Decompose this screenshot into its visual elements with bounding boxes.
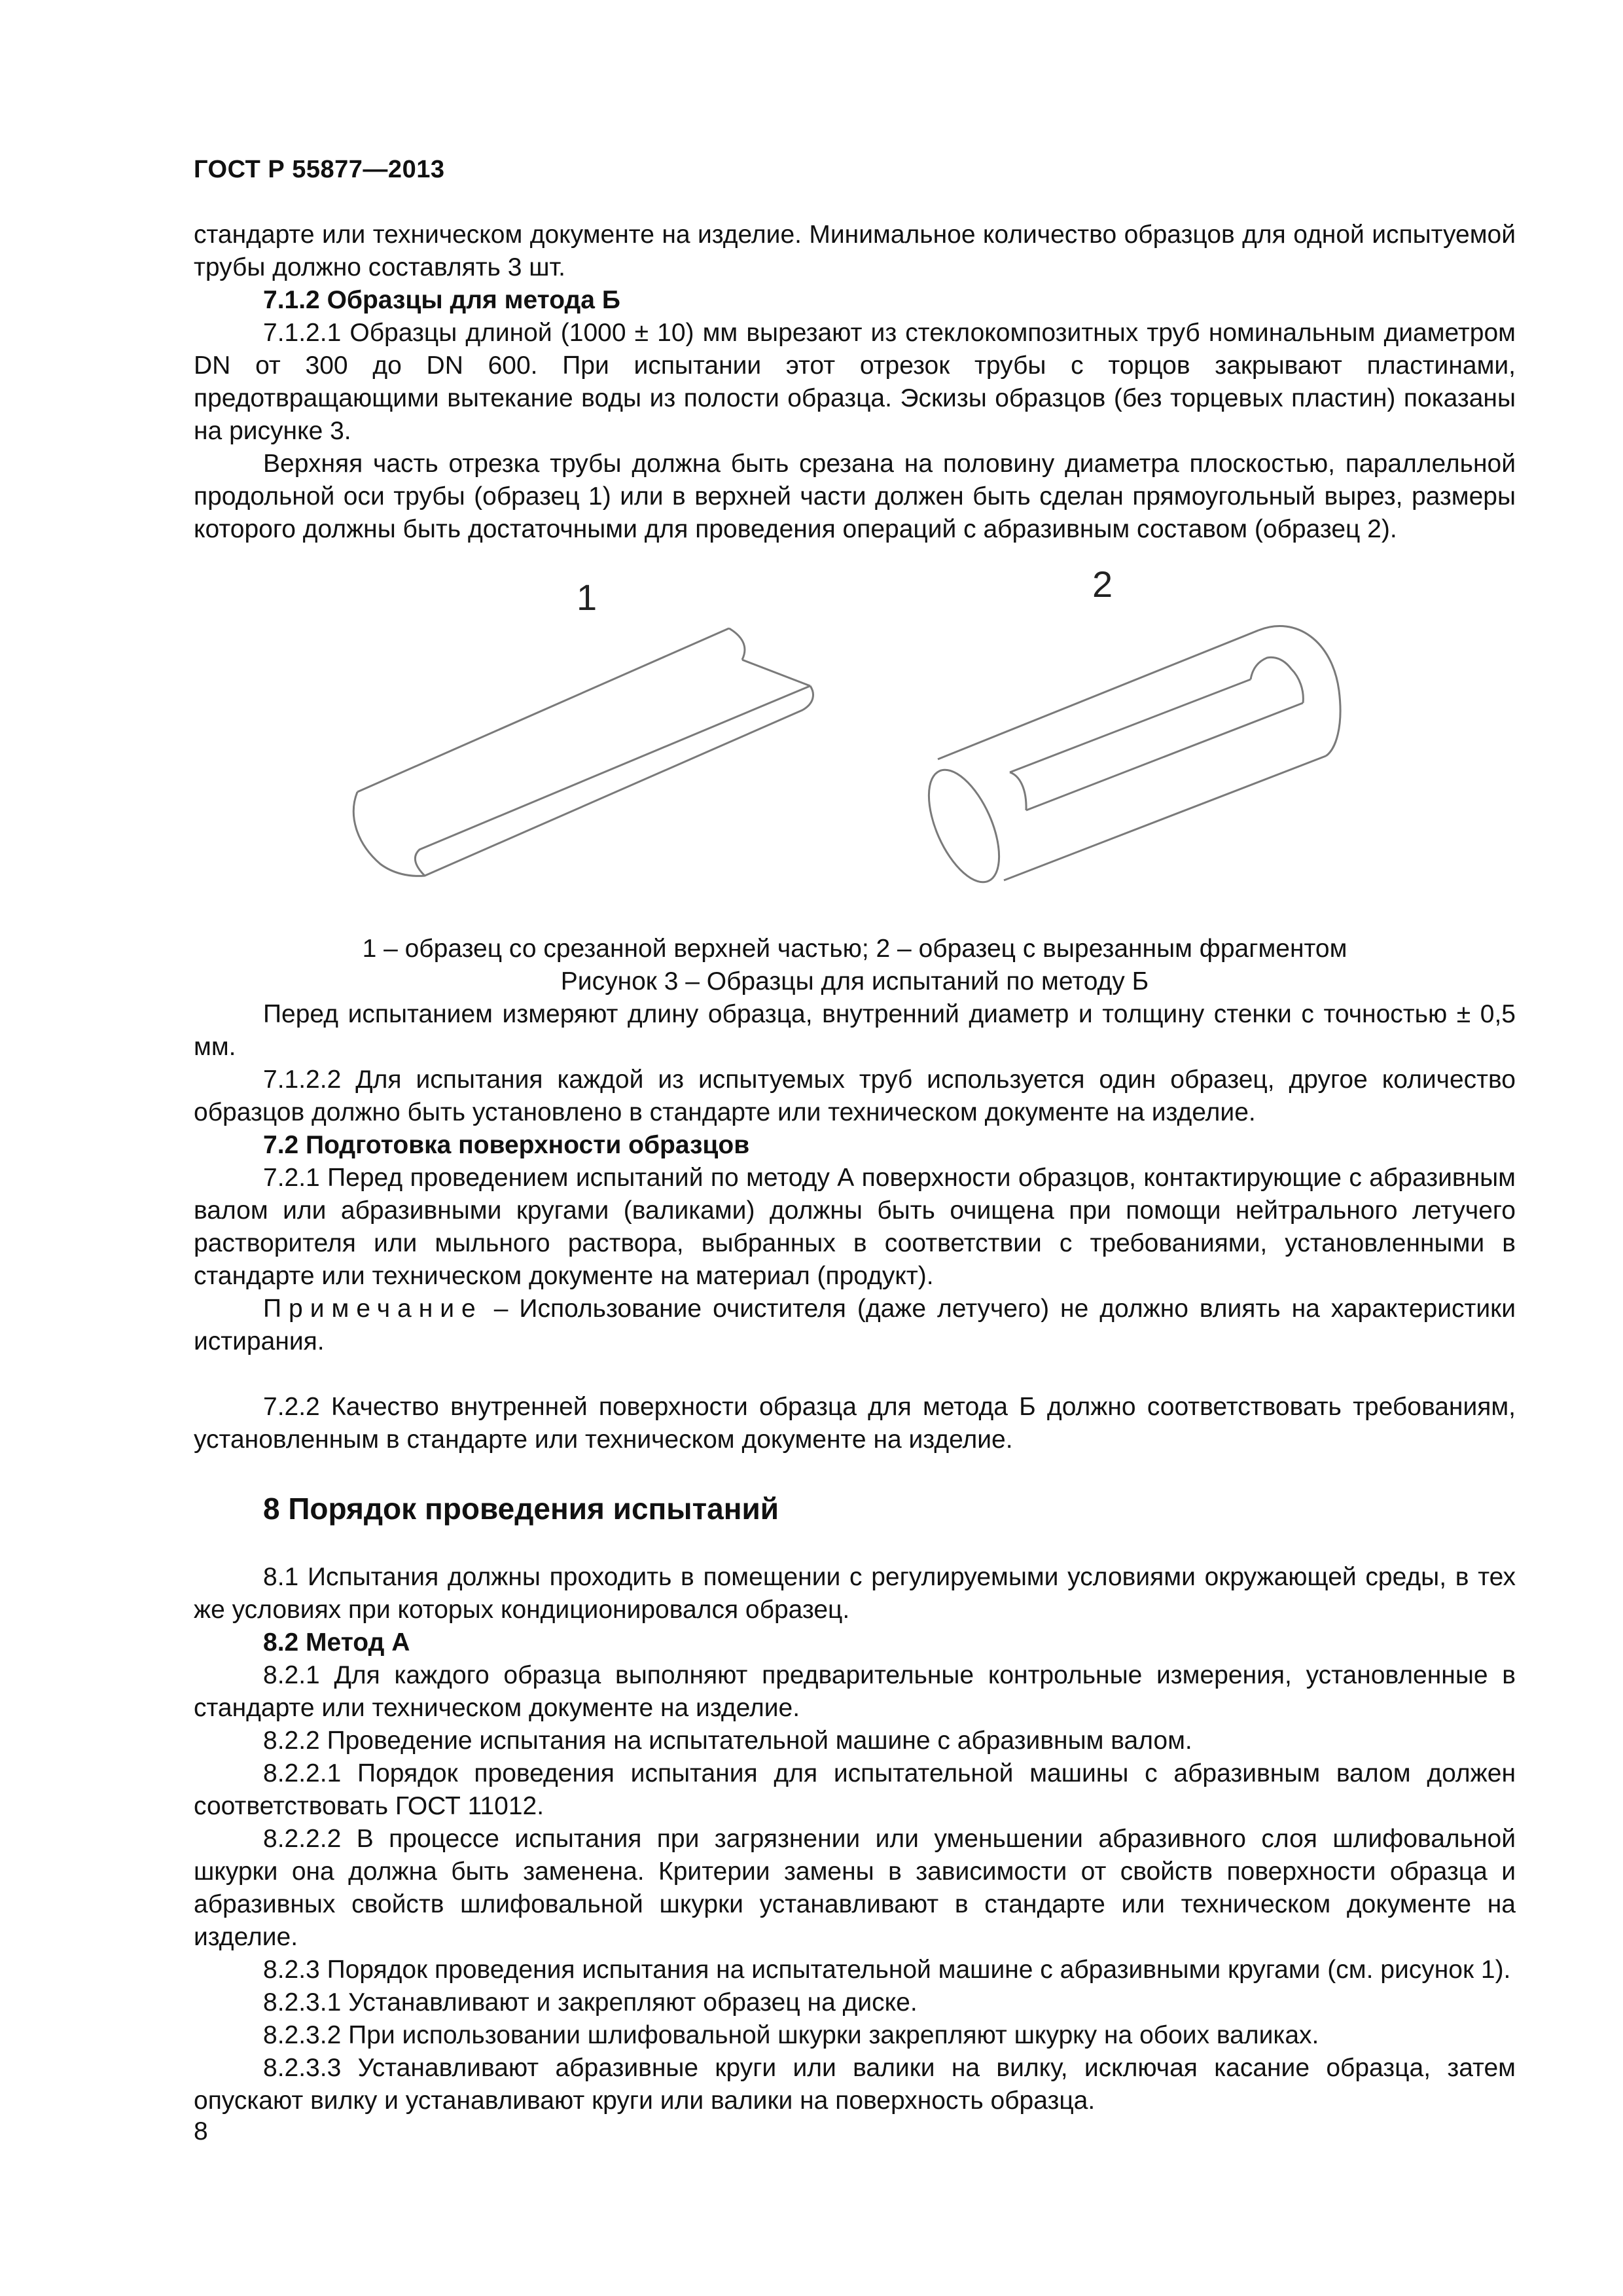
paragraph: 8.2.2.1 Порядок проведения испытания для испытательной машины с абразивным валом должен соответствовать ГОСТ 11012. — [194, 1759, 1516, 1820]
paragraph-spacer — [194, 1358, 1516, 1391]
paragraph: 8.2.1 Для каждого образца выполняют предварительные контрольные измерения, установленные в стандарте или техническом документе на изделие. — [194, 1661, 1516, 1722]
paragraph: 8.2.3.2 При использовании шлифовальной шкурки закрепляют шкурку на обоих валиках. — [263, 2021, 1319, 2049]
paragraph: 7.2.2 Качество внутренней поверхности образца для метода Б должно соответствовать требованиям, установленным в стандарте или техническом документе на изделие. — [194, 1393, 1516, 1454]
figure-caption: Рисунок 3 – Образцы для испытаний по методу Б — [560, 967, 1149, 996]
subsection-heading: 7.1.2 Образцы для метода Б — [263, 286, 620, 314]
paragraph: 7.2.1 Перед проведением испытаний по методу А поверхности образцов, контактирующие с абразивным валом или абразивными кругами (валиками) должны быть очищена при помощи нейтрального летучего растворителя или мыльного раствора, выбранных в соответствии с требованиями, установленными в стандарте или техническом документе на материал (продукт). — [194, 1164, 1516, 1290]
cut-out-pipe-sample-drawing — [914, 626, 1340, 893]
figure-3 — [194, 563, 1516, 929]
paragraph: 8.2.2 Проведение испытания на испытательной машине с абразивным валом. — [263, 1727, 1192, 1755]
half-pipe-sample-drawing — [353, 628, 813, 876]
subsection-heading: 8.2 Метод А — [263, 1628, 410, 1657]
figure-label-1: 1 — [577, 577, 597, 618]
figure-drawing — [194, 563, 1516, 929]
document-header: ГОСТ Р 55877—2013 — [194, 156, 445, 183]
note-label: Примечание — [263, 1295, 483, 1323]
paragraph-spacer — [194, 1456, 1516, 1489]
paragraph: 7.1.2.2 Для испытания каждой из испытуемых труб используется один образец, другое количество образцов должно быть установлено в стандарте или техническом документе на изделие. — [194, 1066, 1516, 1126]
paragraph-spacer — [194, 1528, 1516, 1561]
paragraph: 8.2.2.2 В процессе испытания при загрязнении или уменьшении абразивного слоя шлифовальной шкурки она должна быть заменена. Критерии замены в зависимости от свойств поверхности образца и абразивных свойств шлифовальной шкурки устанавливают в стандарте или техническом документе на изделие. — [194, 1825, 1516, 1951]
page-number: 8 — [194, 2117, 208, 2145]
section-heading: 8 Порядок проведения испытаний — [263, 1492, 779, 1526]
subsection-heading: 7.2 Подготовка поверхности образцов — [263, 1131, 750, 1159]
note-text: – Использование очистителя (даже летучего) не должно влиять на характеристики истирания. — [194, 1295, 1516, 1355]
text-block-top — [194, 219, 1516, 546]
paragraph: 8.2.3.1 Устанавливают и закрепляют образец на диске. — [263, 1988, 918, 2017]
figure-legend: 1 – образец со срезанной верхней частью; 2 – образец с вырезанным фрагментом — [362, 935, 1347, 963]
paragraph: Перед испытанием измеряют длину образца, внутренний диаметр и толщину стенки с точностью ± 0,5 мм. — [194, 1000, 1516, 1061]
paragraph: 7.1.2.1 Образцы длиной (1000 ± 10) мм вырезают из стеклокомпозитных труб номинальным диаметром DN от 300 до DN 600. При испытании этот отрезок трубы с торцов закрывают пластинами, предотвращающими вытекание воды из полости образца. Эскизы образцов (без торцевых пластин) показаны на рисунке 3. — [194, 319, 1516, 445]
paragraph: 8.2.3 Порядок проведения испытания на испытательной машине с абразивными кругами (см. рисунок 1). — [263, 1956, 1511, 1984]
paragraph: 8.1 Испытания должны проходить в помещении с регулируемыми условиями окружающей среды, в тех же условиях при которых кондиционировался образец. — [194, 1563, 1516, 1624]
figure-captions — [194, 933, 1516, 998]
note-paragraph — [194, 1293, 1516, 1358]
paragraph: 8.2.3.3 Устанавливают абразивные круги или валики на вилку, исключая касание образца, затем опускают вилку и устанавливают круги или валики на поверхность образца. — [194, 2054, 1516, 2115]
figure-label-2: 2 — [1092, 564, 1113, 605]
paragraph: Верхняя часть отрезка трубы должна быть срезана на половину диаметра плоскостью, параллельной продольной оси трубы (образец 1) или в верхней части должен быть сделан прямоугольный вырез, размеры которого должны быть достаточными для проведения операций с абразивным составом (образец 2). — [194, 450, 1516, 543]
text-block-bottom — [194, 998, 1516, 2117]
paragraph: стандарте или техническом документе на изделие. Минимальное количество образцов для одной испытуемой трубы должно составлять 3 шт. — [194, 221, 1516, 281]
